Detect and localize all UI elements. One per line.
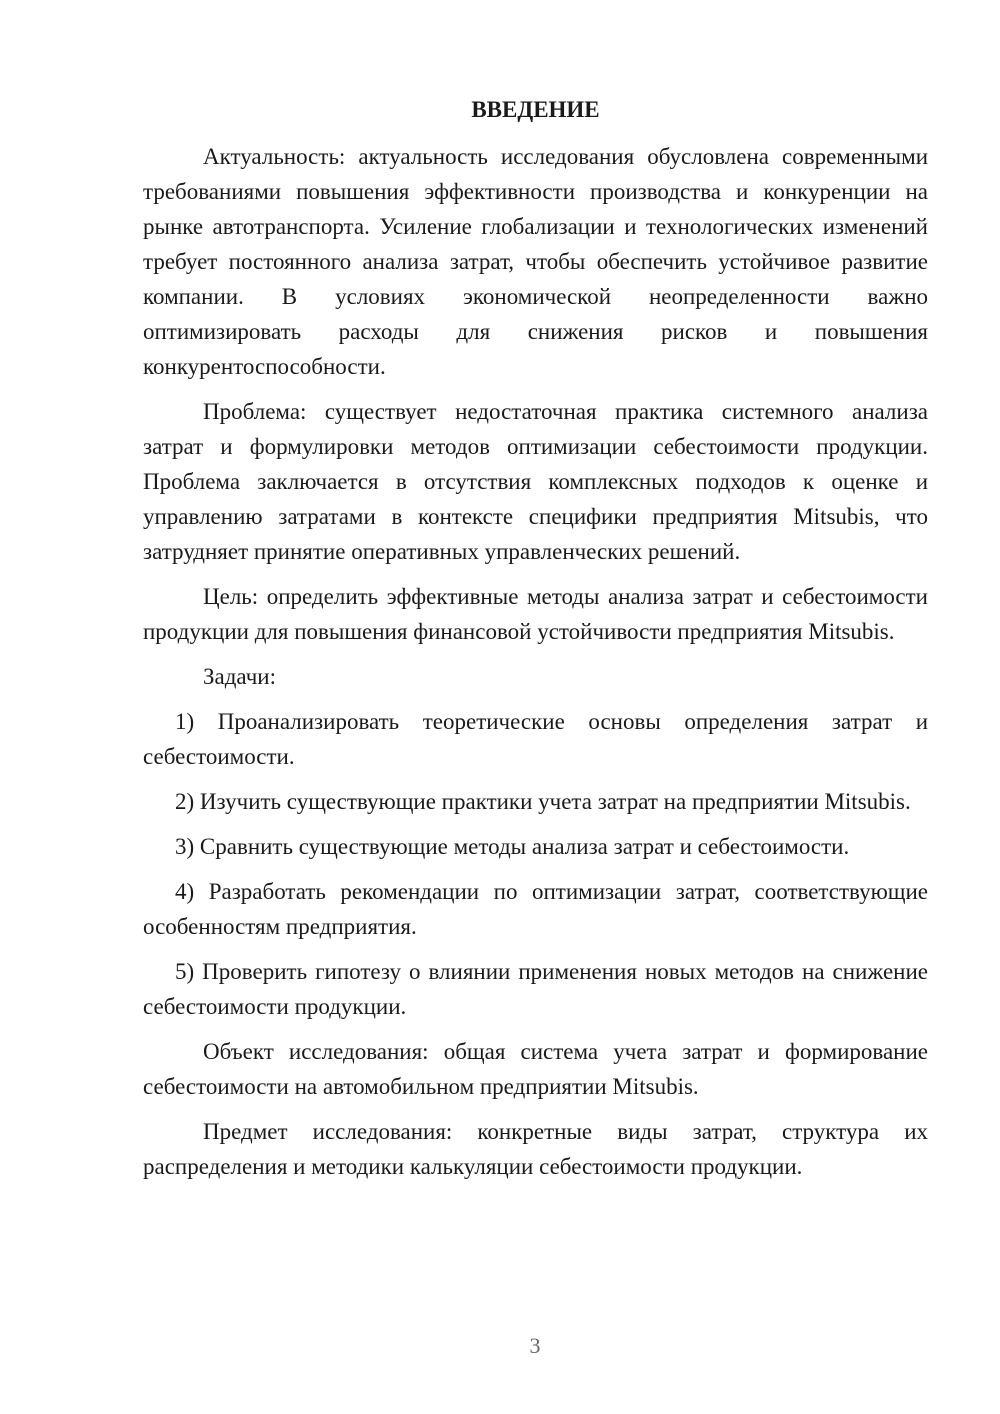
task-item-1: 1) Проанализировать теоретические основы определения затрат и себестоимости. bbox=[143, 709, 928, 769]
tasks-label: Задачи: bbox=[203, 664, 276, 689]
subject-paragraph: Предмет исследования: конкретные виды затрат, структура их распределения и методики калькуляции себестоимости продукции. bbox=[143, 1119, 928, 1179]
goal-paragraph: Цель: определить эффективные методы анализа затрат и себестоимости продукции для повышения финансовой устойчивости предприятия Mitsubis. bbox=[143, 584, 928, 644]
object-paragraph: Объект исследования: общая система учета затрат и формирование себестоимости на автомобильном предприятии Mitsubis. bbox=[143, 1039, 928, 1099]
task-item-3: 3) Сравнить существующие методы анализа затрат и себестоимости. bbox=[175, 834, 850, 859]
task-item-4: 4) Разработать рекомендации по оптимизации затрат, соответствующие особенностям предприятия. bbox=[143, 879, 928, 939]
task-item-5: 5) Проверить гипотезу о влиянии применения новых методов на снижение себестоимости продукции. bbox=[143, 959, 928, 1019]
task-item-2: 2) Изучить существующие практики учета затрат на предприятии Mitsubis. bbox=[175, 789, 911, 814]
relevance-paragraph: Актуальность: актуальность исследования обусловлена современными требованиями повышения эффективности производства и конкуренции на рынке автотранспорта. Усиление глобализации и технологических изменений требует постоянного анализа затрат, чтобы обеспечить устойчивое развитие компании. В условиях экономической неопределенности важно оптимизировать расходы для снижения рисков и повышения конкурентоспособности. bbox=[143, 144, 928, 379]
page-number: 3 bbox=[529, 1333, 541, 1358]
section-heading: ВВЕДЕНИЕ bbox=[471, 97, 600, 122]
problem-paragraph: Проблема: существует недостаточная практика системного анализа затрат и формулировки методов оптимизации себестоимости продукции. Проблема заключается в отсутствия комплексных подходов к оценке и управлению затратами в контексте специфики предприятия Mitsubis, что затрудняет принятие оперативных управленческих решений. bbox=[143, 399, 928, 564]
page-content bbox=[143, 92, 928, 1194]
